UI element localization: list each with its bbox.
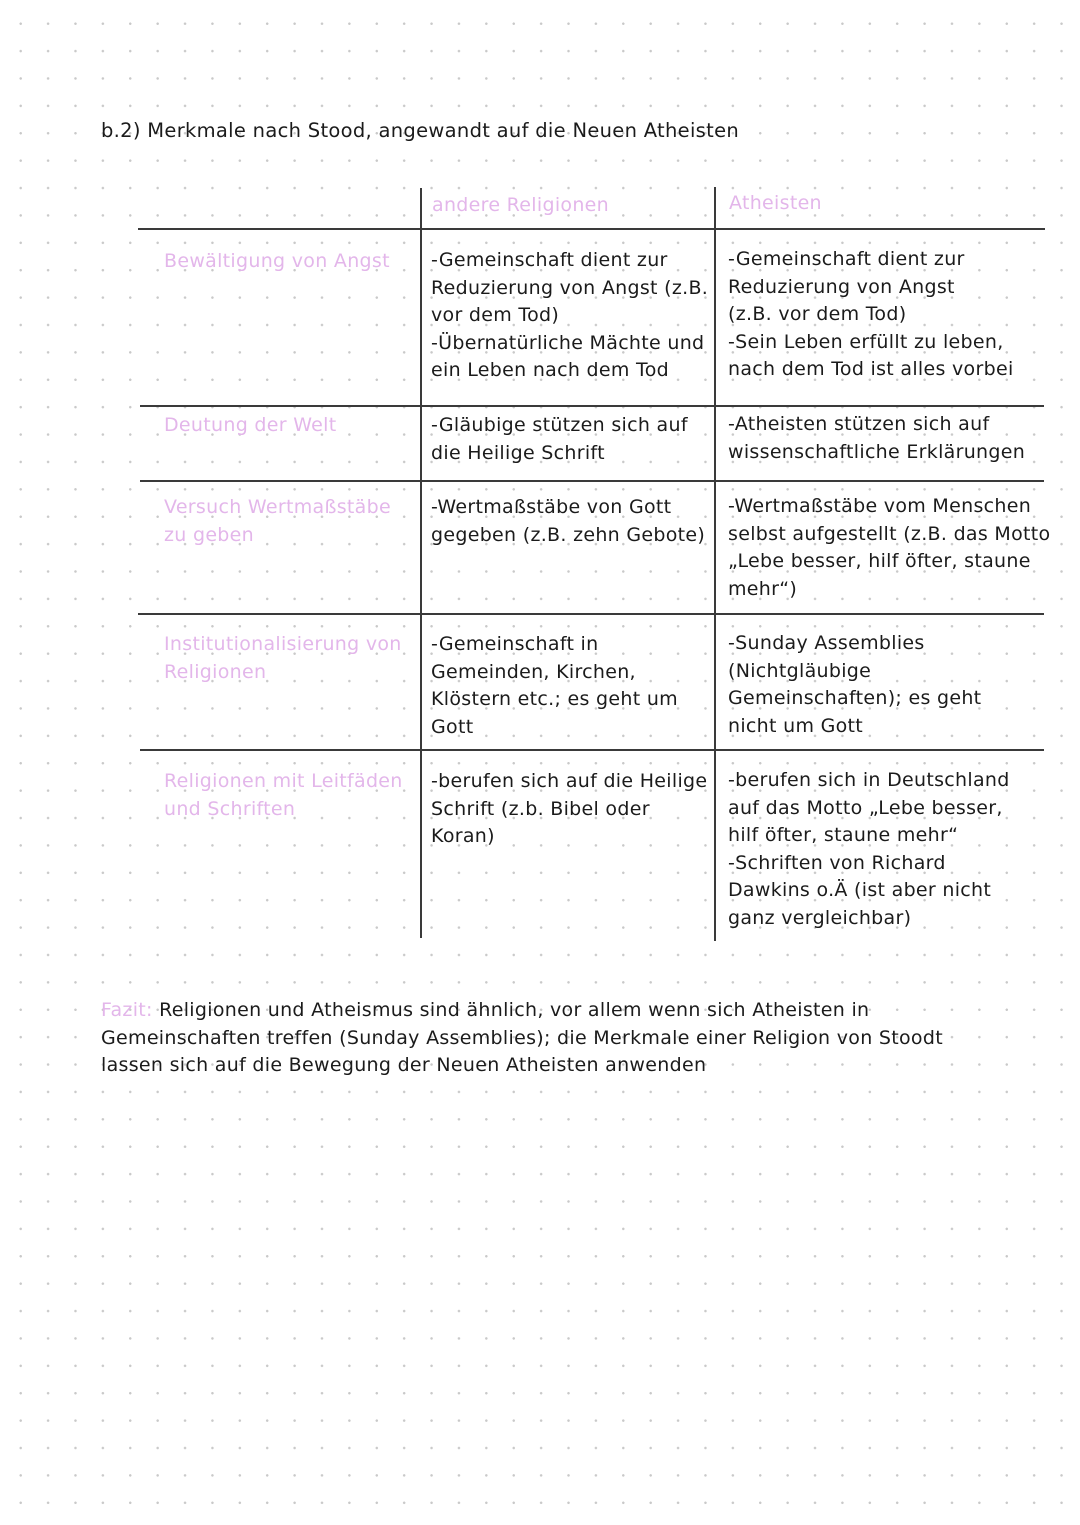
cell-line: -Gemeinschaft dient zur Reduzierung von Angst (z.B. vor dem Tod) bbox=[431, 249, 709, 326]
cell-religionen-institutionalisierung bbox=[431, 631, 716, 741]
conclusion-label: Fazit: bbox=[101, 999, 153, 1021]
cell-line: -Gemeinschaft dient zur Reduzierung von Angst (z.B. vor dem Tod) bbox=[728, 248, 965, 325]
row-label-leitfaeden: Religionen mit Leitfäden und Schriften bbox=[164, 770, 403, 820]
row-divider bbox=[138, 613, 1044, 615]
cell-line: -Übernatürliche Mächte und ein Leben nach dem Tod bbox=[431, 331, 705, 381]
row-label-institutionalisierung: Institutionalisierung von Religionen bbox=[164, 633, 402, 683]
cell-line: -berufen sich in Deutschland auf das Motto „Lebe besser, hilf öfter, staune mehr“ bbox=[728, 769, 1010, 846]
cell-line: -Sein Leben erfüllt zu leben, nach dem Tod ist alles vorbei bbox=[728, 330, 1014, 380]
column-divider bbox=[420, 188, 422, 938]
cell-line: -Schriften von Richard Dawkins o.Ä (ist aber nicht ganz vergleichbar) bbox=[728, 851, 992, 929]
conclusion-text: Religionen und Atheismus sind ähnlich, vor allem wenn sich Atheisten in Gemeinschaften treffen (Sunday Assemblies); die Merkmale einer Religion von Stoodt lassen sich auf die Bewegung der Neuen Atheisten anwenden bbox=[101, 999, 943, 1076]
cell-atheisten-angst bbox=[728, 246, 1058, 384]
cell-religionen-angst bbox=[431, 247, 716, 385]
column-header-religionen: andere Religionen bbox=[432, 194, 609, 216]
cell-line: -berufen sich auf die Heilige Schrift (z.b. Bibel oder Koran) bbox=[431, 770, 708, 847]
row-divider bbox=[140, 749, 1044, 751]
cell-line: -Gemeinschaft in Gemeinden, Kirchen, Klöstern etc.; es geht um Gott bbox=[431, 633, 678, 738]
row-divider bbox=[140, 480, 1044, 482]
cell-atheisten-deutung bbox=[728, 411, 1058, 466]
cell-line: -Wertmaßstäbe vom Menschen selbst aufgestellt (z.B. das Motto „Lebe besser, hilf öfter, staune mehr“) bbox=[728, 495, 1051, 600]
cell-religionen-deutung bbox=[431, 412, 716, 467]
cell-line: -Wertmaßstäbe von Gott gegeben (z.B. zehn Gebote) bbox=[431, 496, 706, 546]
cell-atheisten-institutionalisierung bbox=[728, 630, 1058, 740]
cell-religionen-wertmassstaebe bbox=[431, 494, 716, 549]
cell-atheisten-leitfaeden bbox=[728, 767, 1058, 932]
section-heading: b.2) Merkmale nach Stood, angewandt auf die Neuen Atheisten bbox=[101, 119, 740, 142]
conclusion bbox=[101, 997, 1001, 1080]
row-divider bbox=[140, 405, 1044, 407]
cell-line: -Sunday Assemblies (Nichtgläubige Gemeinschaften); es geht nicht um Gott bbox=[728, 632, 982, 737]
column-header-atheisten: Atheisten bbox=[729, 192, 822, 214]
cell-line: -Atheisten stützen sich auf wissenschaftliche Erklärungen bbox=[728, 413, 1026, 463]
cell-line: -Gläubige stützen sich auf die Heilige Schrift bbox=[431, 414, 688, 464]
cell-atheisten-wertmassstaebe bbox=[728, 493, 1058, 603]
row-label-wertmassstaebe: Versuch Wertmaßstäbe zu geben bbox=[164, 496, 391, 546]
cell-religionen-leitfaeden bbox=[431, 768, 716, 851]
row-label-angst: Bewältigung von Angst bbox=[164, 250, 390, 272]
row-label-deutung: Deutung der Welt bbox=[164, 414, 337, 436]
header-rule bbox=[138, 228, 1045, 230]
